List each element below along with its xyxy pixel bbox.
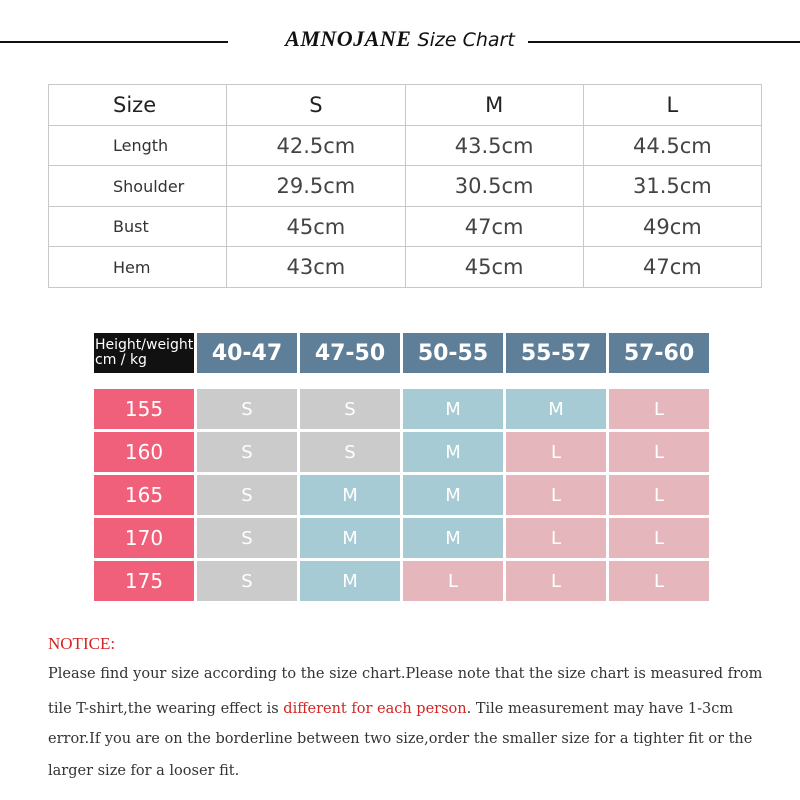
measurement-value: 30.5cm — [405, 166, 583, 207]
size-recommendation-cell: M — [403, 432, 503, 472]
size-recommendation-cell: M — [506, 389, 606, 429]
measurement-label: Shoulder — [49, 166, 227, 207]
size-recommendation-cell: M — [403, 389, 503, 429]
height-cell: 175 — [94, 561, 194, 601]
notice-line-2-part-b: . Tile measurement may have 1-3cm — [466, 701, 734, 717]
weight-header-cell: 47-50 — [300, 333, 400, 373]
size-recommendation-cell: L — [609, 389, 709, 429]
size-recommendation-cell: S — [300, 432, 400, 472]
weight-header-cell: 57-60 — [609, 333, 709, 373]
size-recommendation-cell: S — [197, 389, 297, 429]
size-recommendation-cell: S — [300, 389, 400, 429]
measurement-row — [49, 207, 762, 247]
notice-highlight: different for each person — [283, 701, 467, 717]
notice-line-4: larger size for a looser fit. — [48, 763, 240, 779]
size-recommendation-cell: L — [506, 432, 606, 472]
corner-label-line-1: Height/weight — [95, 337, 194, 353]
size-recommendation-cell: L — [403, 561, 503, 601]
measurement-value: 44.5cm — [583, 126, 761, 166]
measurement-value: 47cm — [583, 247, 761, 288]
notice-line-1: Please find your size according to the size chart.Please note that the size chart is measured from — [48, 666, 763, 682]
measurement-value: 45cm — [405, 247, 583, 288]
measurement-value: 45cm — [227, 207, 405, 247]
page-header — [0, 24, 800, 58]
measurement-table — [48, 84, 762, 288]
weight-header-cell: 50-55 — [403, 333, 503, 373]
height-cell: 170 — [94, 518, 194, 558]
height-weight-corner — [94, 333, 194, 373]
size-recommendation-cell: M — [403, 518, 503, 558]
measurement-label: Bust — [49, 207, 227, 247]
height-cell: 155 — [94, 389, 194, 429]
measurement-value: 31.5cm — [583, 166, 761, 207]
weight-header-cell: 40-47 — [197, 333, 297, 373]
notice-line-2-part-a: tile T-shirt,the wearing effect is — [48, 701, 284, 717]
size-recommendation-cell: M — [300, 561, 400, 601]
size-header-cell: L — [583, 85, 761, 126]
size-recommendation-cell: L — [609, 432, 709, 472]
brand-name: AMNOJANE — [285, 26, 412, 51]
measurement-value: 49cm — [583, 207, 761, 247]
title-subtitle: Size Chart — [417, 29, 515, 51]
size-header-cell: M — [405, 85, 583, 126]
size-recommendation-cell: S — [197, 432, 297, 472]
size-recommendation-cell: S — [197, 475, 297, 515]
measurement-value: 47cm — [405, 207, 583, 247]
notice-line-2 — [48, 701, 758, 717]
corner-label-line-2: cm / kg — [95, 352, 147, 368]
size-recommendation-cell: S — [197, 561, 297, 601]
measurement-value: 29.5cm — [227, 166, 405, 207]
size-header-cell: S — [227, 85, 405, 126]
size-recommendation-cell: S — [197, 518, 297, 558]
measurement-label: Length — [49, 126, 227, 166]
size-recommendation-cell: L — [609, 475, 709, 515]
page-title — [0, 26, 800, 52]
measurement-value: 42.5cm — [227, 126, 405, 166]
measurement-value: 43cm — [227, 247, 405, 288]
height-cell: 160 — [94, 432, 194, 472]
size-recommendation-cell: L — [609, 561, 709, 601]
size-recommendation-cell: L — [506, 561, 606, 601]
measurement-row — [49, 247, 762, 288]
size-recommendation-cell: M — [300, 518, 400, 558]
measurement-value: 43.5cm — [405, 126, 583, 166]
height-cell: 165 — [94, 475, 194, 515]
header-rule-right — [528, 41, 800, 43]
notice-title: NOTICE: — [48, 634, 116, 653]
weight-header-cell: 55-57 — [506, 333, 606, 373]
size-recommendation-cell: L — [506, 518, 606, 558]
size-recommendation-cell: M — [300, 475, 400, 515]
size-recommendation-cell: M — [403, 475, 503, 515]
size-recommendation-cell: L — [506, 475, 606, 515]
size-column-header: Size — [49, 85, 227, 126]
size-recommendation-cell: L — [609, 518, 709, 558]
notice-line-3: error.If you are on the borderline between two size,order the smaller size for a tighter fit or the — [48, 731, 753, 747]
measurement-label: Hem — [49, 247, 227, 288]
measurement-row — [49, 166, 762, 207]
measurement-row — [49, 126, 762, 166]
measurement-header-row — [49, 85, 762, 126]
